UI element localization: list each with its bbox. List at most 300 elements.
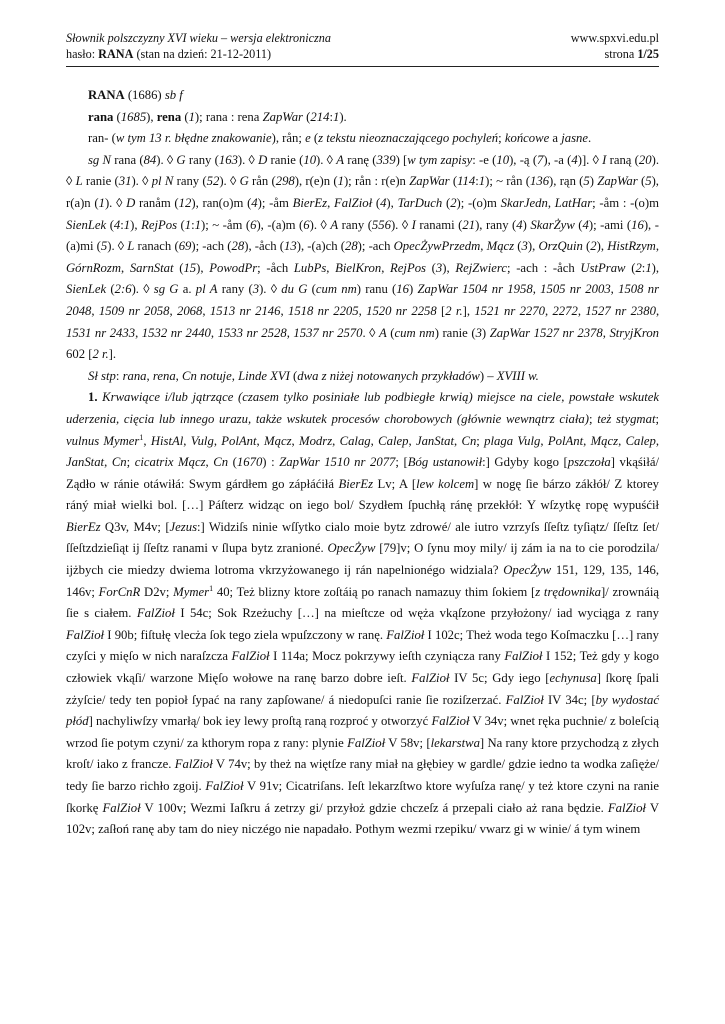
text-segment: ) ranie ( — [434, 325, 476, 340]
text-segment: końcowe — [504, 131, 550, 146]
text-segment: 2 r. — [445, 303, 463, 318]
text-segment: , — [602, 325, 610, 340]
text-segment: LatHar — [554, 195, 593, 210]
text-segment: HistAl — [150, 433, 184, 448]
text-segment: ( — [181, 109, 189, 124]
text-segment: 5 — [645, 174, 652, 189]
text-segment: 163 — [218, 152, 238, 167]
text-segment: ( — [303, 109, 311, 124]
text-segment: rany ( — [338, 217, 372, 232]
text-segment: lew kolcem — [416, 476, 475, 491]
text-segment: 1 — [184, 217, 192, 232]
text-segment: , — [540, 433, 548, 448]
text-segment: ), -åch ( — [244, 239, 285, 254]
text-segment: 1513 nr 2146 — [209, 303, 281, 318]
text-segment: , — [532, 282, 541, 297]
text-segment: D — [126, 195, 136, 210]
text-segment: , — [480, 239, 487, 254]
text-segment: 1670 — [236, 455, 263, 470]
text-segment: ); -ami ( — [588, 217, 632, 232]
text-segment: ); rana : rena — [194, 109, 263, 124]
text-segment: IV 5c; Gdy iego [ — [449, 671, 550, 686]
text-segment: , — [381, 260, 391, 275]
text-segment: I — [411, 217, 416, 232]
text-segment: 2 — [590, 239, 597, 254]
header-row-bottom — [66, 46, 659, 62]
text-segment: BierEz — [66, 519, 101, 534]
text-segment: ). ◊ — [390, 217, 412, 232]
text-segment: ); -(o)m — [456, 195, 501, 210]
entry-headword: RANA — [88, 88, 125, 102]
text-segment: ); -åm — [257, 195, 293, 210]
text-segment: ); -ach — [357, 239, 394, 254]
text-segment: , — [213, 433, 222, 448]
text-segment: ), rąn ( — [549, 174, 584, 189]
text-segment: pl N — [151, 174, 174, 189]
text-segment: ZapWar 1527 nr 2378 — [489, 325, 603, 340]
text-segment: 7 — [537, 152, 544, 167]
text-segment: . ◊ — [362, 325, 379, 340]
text-segment: : — [115, 368, 123, 383]
text-segment: 2 — [635, 260, 642, 275]
text-segment: by wydostać płód — [66, 692, 659, 729]
text-segment: z trędownika — [535, 584, 602, 599]
text-segment: ; — [498, 131, 505, 146]
text-segment: 1 — [209, 583, 214, 593]
text-segment: , — [291, 433, 299, 448]
text-segment: ). ◊ — [219, 174, 240, 189]
text-segment: ), — [386, 195, 398, 210]
text-segment: , — [547, 195, 555, 210]
text-segment: ) – — [479, 368, 497, 383]
text-segment: Linde XVI — [238, 368, 290, 383]
entry-orthography — [66, 128, 659, 150]
text-segment: FalZioł — [504, 649, 543, 664]
text-segment: I 54c; Sok Rzeżuchy […] na mieſtcze od węża vkąſzone przyłożony/ iad wyciąga z rany — [174, 606, 659, 621]
text-segment: 1518 nr 2205 — [287, 303, 359, 318]
text-segment: SienLek — [66, 217, 107, 232]
text-segment: rana — [122, 368, 147, 383]
text-segment: [79]v; O ſynu moy mily/ ij zám ia na to cie porodzila/ ijżbych cie miedzy dwiema lotroma vkrzyżowanego ij rán napelnionégo widziala? — [66, 541, 659, 578]
text-segment: IV 34c; [ — [543, 692, 596, 707]
text-segment: ), r(a)n ( — [66, 174, 659, 210]
text-segment: OpecŻywPrzedm — [393, 239, 481, 254]
text-segment: ; -åm : -(o)m — [592, 195, 659, 210]
text-segment: FalZioł — [174, 757, 213, 772]
text-segment: vulnus Mymer — [66, 433, 140, 448]
text-segment: rana ( — [111, 152, 144, 167]
text-segment: ZapWar — [409, 174, 450, 189]
text-segment: FalZioł — [386, 627, 425, 642]
text-segment: ) — [522, 217, 531, 232]
text-segment: PowodPr — [209, 260, 258, 275]
page-number-total: /25 — [643, 47, 659, 61]
text-segment: SarnStat — [129, 260, 174, 275]
text-segment: Calag — [339, 433, 371, 448]
text-segment: 1508 nr 2048 — [66, 282, 660, 318]
text-segment: ] nachyliwſzy vmarłą/ bok iey lewy proſtą raną rozproć y otworzyć — [88, 714, 432, 729]
text-segment: rany ( — [217, 282, 253, 297]
text-segment: 556 — [371, 217, 391, 232]
text-segment: 114 — [457, 174, 476, 189]
text-segment: ForCnR — [98, 584, 141, 599]
text-segment: 13 — [284, 239, 297, 254]
text-segment: ). ◊ — [309, 217, 331, 232]
text-segment: GórnRozm — [66, 260, 121, 275]
page-number — [604, 46, 659, 62]
text-segment: Vulg — [190, 433, 214, 448]
text-segment: Lv; A [ — [373, 476, 417, 491]
text-segment: ); ~ -åm ( — [200, 217, 251, 232]
site-url[interactable]: www.spxvi.edu.pl — [570, 31, 659, 45]
text-segment: [ — [403, 455, 408, 470]
text-segment: 3 — [252, 282, 260, 297]
text-segment: Krwawiące i/lub jątrzące (czasem tylko posiniałe lub podbiegłe krwią) miejsce na ciele, powstałe wskutek uderzenia, cięcia lub innego urazu, także wskutek procesów chorobowych (głównie wewnątrz ciała) — [66, 390, 660, 426]
text-segment: 4 — [380, 195, 387, 210]
text-segment: , — [327, 195, 335, 210]
text-segment: 1685 — [120, 109, 147, 124]
text-segment: sg N — [88, 152, 111, 167]
text-segment: ), -(a)mi ( — [66, 217, 659, 254]
text-segment: ranami ( — [415, 217, 463, 232]
text-segment: ( — [113, 109, 121, 124]
text-segment: ZapWar 1510 nr 2077 — [279, 455, 396, 470]
text-segment: Mącz — [590, 433, 619, 448]
text-segment: 339 — [376, 152, 396, 167]
text-segment: ( — [426, 260, 436, 275]
text-segment: ] vkąśiłá/ Ządło w ránie otáwiłá: Swym gárdłem go zápłáćiłá — [66, 455, 659, 491]
text-segment: , — [169, 303, 177, 318]
entry-grammar: sb f — [164, 88, 183, 102]
text-segment: ( — [372, 195, 381, 210]
text-segment: ( — [307, 282, 316, 297]
text-segment: 1. — [88, 390, 103, 405]
text-segment: BierEz — [338, 476, 374, 491]
text-segment: , — [202, 303, 210, 318]
text-segment: ( — [442, 195, 451, 210]
text-segment: :] Gdyby kogo [ — [482, 455, 568, 470]
text-segment: ranie ( — [82, 174, 119, 189]
text-segment: 1 — [98, 195, 105, 210]
text-segment: ZapWar — [262, 109, 303, 124]
text-segment: ( — [177, 217, 185, 232]
text-segment: I 114a; Mocz pokrzywy ieſth czyniącza rany — [269, 649, 505, 664]
text-segment: 10 — [303, 152, 317, 167]
text-segment: 69 — [178, 239, 192, 254]
text-segment: 16 — [396, 282, 409, 297]
text-segment: ), rany ( — [475, 217, 517, 232]
text-segment: ( — [310, 131, 319, 146]
text-segment: 1532 nr 2440 — [141, 325, 211, 340]
text-segment: Calep — [625, 433, 656, 448]
text-segment: 6 — [303, 217, 310, 232]
text-segment: 16 — [631, 217, 644, 232]
text-segment: 1 — [123, 217, 131, 232]
text-segment: Mącz — [264, 433, 292, 448]
text-segment: 5 — [583, 174, 590, 189]
text-segment: Q3v, M4v; [ — [100, 519, 170, 534]
text-segment: BielKron — [335, 260, 382, 275]
text-segment: rana — [88, 109, 114, 124]
text-segment: 1 — [645, 260, 652, 275]
dictionary-title-text: Słownik polszczyzny XVI wieku – wersja elektroniczna — [66, 31, 331, 45]
text-segment: a. — [178, 282, 196, 297]
text-segment: rån ( — [248, 174, 276, 189]
text-segment: Mymer — [173, 584, 210, 599]
text-segment: , — [655, 433, 660, 448]
text-segment: 1 — [139, 432, 144, 442]
text-segment: 3 — [521, 239, 528, 254]
entry-flexion — [66, 150, 659, 366]
text-segment: ) — [408, 282, 418, 297]
text-segment: ( — [625, 260, 636, 275]
text-segment: ). ◊ — [104, 195, 127, 210]
text-segment: 4 — [571, 152, 578, 167]
text-segment: A — [330, 217, 339, 232]
text-segment: FalZioł — [347, 735, 386, 750]
text-segment: Cn — [461, 433, 477, 448]
text-segment: FalZioł — [205, 779, 244, 793]
text-segment: ) — [589, 174, 598, 189]
text-segment: FalZioł — [231, 649, 270, 664]
text-segment: 1520 nr 2258 — [366, 303, 437, 318]
text-segment: I 90b; fiſtułę vlecża ſok tego ziela wpuſzczony w ranę. — [104, 627, 387, 642]
text-segment: FalZioł — [136, 606, 175, 621]
text-segment: Modrz — [299, 433, 333, 448]
text-segment: D2v; — [140, 584, 174, 599]
text-segment: 1 — [337, 174, 344, 189]
text-segment: , — [280, 303, 288, 318]
text-segment: ); -ach ( — [191, 239, 232, 254]
text-segment: Sł stp — [88, 368, 116, 383]
text-segment: , — [655, 303, 660, 318]
text-segment: ; — [395, 455, 404, 470]
text-segment: ] w nogę ſie bárzo zákłół/ Z ktorey ráný miał wielki bol. […] Páſterz widząc on iego bol/ Szydłem ſpuchłą ránę przekłół: Y wſzytkę ropę wypuśćił — [66, 476, 659, 513]
text-segment: ranie ( — [267, 152, 304, 167]
entry-info-headword: RANA — [98, 47, 134, 61]
text-segment: OrzQuin — [538, 239, 583, 254]
entry-headword-count — [128, 88, 162, 102]
text-segment: PolAnt — [547, 433, 584, 448]
text-segment: Mącz — [486, 239, 515, 254]
text-segment: V 58v; [ — [385, 735, 431, 750]
text-segment: ), — [146, 109, 157, 124]
text-segment: , — [104, 455, 112, 470]
text-segment: FalZioł — [66, 627, 105, 642]
dictionary-title — [66, 30, 331, 46]
text-segment: 4 — [113, 217, 121, 232]
text-segment: , — [655, 239, 659, 254]
text-segment: ( — [582, 239, 591, 254]
text-segment: , — [618, 433, 626, 448]
text-segment: 21 — [462, 217, 476, 232]
text-segment: G — [176, 152, 186, 167]
page-header — [66, 30, 659, 62]
text-segment: ( — [106, 282, 115, 297]
text-segment: ); ~ rån ( — [485, 174, 530, 189]
text-segment: FalZioł — [334, 195, 373, 210]
text-segment: LubPs — [293, 260, 327, 275]
text-segment: ; — [588, 411, 598, 426]
text-segment: ), -(a)m ( — [256, 217, 304, 232]
page-number-prefix: strona — [604, 47, 638, 61]
text-segment: Bóg ustanowił — [407, 455, 483, 470]
text-segment: lekarstwa — [430, 735, 480, 750]
text-segment: V 102v; zaſłoń ranę aby tam do niey niczégo nie napadało. Pothym wezmi rzepiku/ vwarz gi w winie/ á tym winem — [66, 800, 659, 837]
text-segment: ]/ zrownáią ſie s ciałem. — [66, 584, 660, 621]
text-segment: , — [332, 433, 340, 448]
text-segment: 84 — [143, 152, 157, 167]
text-segment: FalZioł — [431, 714, 470, 729]
text-segment: ) ranu ( — [356, 282, 397, 297]
text-segment: pszczoła — [567, 455, 611, 470]
text-segment: 15 — [183, 260, 197, 275]
text-segment: ). ◊ — [259, 282, 282, 297]
text-segment: 4 — [516, 217, 523, 232]
text-segment: A — [378, 325, 387, 340]
text-segment: 2 r. — [92, 347, 109, 362]
headword-count-text: (1686) — [127, 88, 162, 102]
text-segment: Calep — [378, 433, 409, 448]
text-segment: ), ran(o)m ( — [191, 195, 252, 210]
text-segment: OpecŻyw — [327, 541, 376, 556]
text-segment: TarDuch — [397, 195, 443, 210]
text-segment: , — [370, 433, 379, 448]
text-segment: ( — [228, 455, 237, 470]
text-segment: 1 — [188, 109, 195, 124]
text-segment: , — [358, 303, 367, 318]
text-segment: ZapWar — [597, 174, 638, 189]
text-segment: ), — [130, 217, 142, 232]
entry-sense-1 — [66, 387, 659, 840]
text-segment: ranåm ( — [135, 195, 179, 210]
text-segment: ). ◊ — [237, 152, 259, 167]
text-segment: 20 — [638, 152, 652, 167]
entry-info-prefix: hasło: — [66, 47, 99, 61]
text-segment: : -e ( — [472, 152, 497, 167]
text-segment: FalZioł — [102, 800, 141, 815]
text-segment: 12 — [178, 195, 192, 210]
text-segment: cum nm — [315, 282, 357, 297]
text-segment: jasne — [561, 131, 589, 146]
text-segment: ). ◊ — [131, 282, 154, 297]
text-segment: plaga Vulg — [484, 433, 541, 448]
text-segment: HistRzym — [607, 239, 656, 254]
text-segment: ( — [449, 174, 458, 189]
text-segment: FalZioł — [607, 800, 646, 815]
text-segment: ; -ach : -åch — [507, 260, 581, 275]
text-segment: ), -(a)ch ( — [296, 239, 345, 254]
text-segment: 1 — [332, 109, 340, 124]
text-segment: 28 — [344, 239, 358, 254]
text-segment: rena — [156, 109, 182, 124]
header-divider — [66, 66, 659, 67]
text-segment: ). ◊ — [131, 174, 152, 189]
text-segment: ranę ( — [343, 152, 377, 167]
text-segment: : — [329, 109, 333, 124]
text-segment: raną ( — [606, 152, 639, 167]
text-segment: RejZwierc — [455, 260, 508, 275]
text-segment: StryjKron — [609, 325, 660, 340]
entry-old-dictionary — [66, 366, 659, 388]
text-segment: , — [91, 303, 99, 318]
text-segment: Jezus — [169, 519, 198, 534]
text-segment: pl A — [195, 282, 218, 297]
text-segment: rany ( — [173, 174, 207, 189]
text-segment: 2 — [450, 195, 457, 210]
text-segment: ], — [462, 303, 475, 318]
text-segment: 1533 nr 2528 — [217, 325, 287, 340]
text-segment: e — [305, 131, 311, 146]
text-segment: ); rån : r(e)n — [343, 174, 410, 189]
text-segment: 5 — [100, 239, 108, 254]
text-segment: XVIII w. — [496, 368, 539, 383]
text-segment: ran- ( — [88, 131, 116, 146]
text-segment: sg G — [153, 282, 179, 297]
text-segment: OpecŻyw — [503, 563, 552, 578]
text-segment: G — [239, 174, 249, 189]
text-segment: JanStat — [415, 433, 454, 448]
text-segment: , — [583, 433, 591, 448]
text-segment: [ — [436, 303, 446, 318]
text-segment: Cn — [213, 455, 229, 470]
text-segment: 298 — [275, 174, 295, 189]
text-segment: ). ◊ — [107, 239, 128, 254]
text-segment: 28 — [231, 239, 245, 254]
text-segment: ), rån; — [271, 131, 306, 146]
text-segment: A — [336, 152, 344, 167]
text-segment: SkarJedn — [500, 195, 548, 210]
text-segment: , — [231, 368, 239, 383]
text-segment: ; -åch — [257, 260, 294, 275]
text-segment: w tym zapisy — [407, 152, 473, 167]
text-segment: FalZioł — [505, 692, 544, 707]
text-segment: 1505 nr 2003 — [540, 282, 611, 297]
text-segment: 3 — [435, 260, 443, 275]
text-segment: Cn — [111, 455, 127, 470]
text-segment: 1509 nr 2058 — [98, 303, 170, 318]
text-segment: RejPos — [141, 217, 178, 232]
text-segment: ), r(e)n ( — [294, 174, 338, 189]
text-segment: 6 — [250, 217, 257, 232]
text-segment: ), — [442, 260, 456, 275]
text-segment: FalZioł — [411, 671, 450, 686]
text-segment: , — [143, 433, 151, 448]
text-segment: ( — [514, 239, 522, 254]
text-segment: L — [75, 174, 83, 189]
text-segment: , — [205, 455, 214, 470]
text-segment: , — [610, 282, 619, 297]
text-segment: , — [175, 368, 183, 383]
text-segment: ; — [126, 455, 135, 470]
text-segment: ZapWar 1504 nr 1958 — [417, 282, 533, 297]
text-segment: ]. — [108, 347, 117, 362]
text-segment: ). — [339, 109, 347, 124]
text-segment: du G — [281, 282, 308, 297]
text-segment: , — [256, 433, 265, 448]
text-segment: : — [641, 260, 646, 275]
text-segment: 10 — [496, 152, 510, 167]
text-segment: : — [475, 174, 479, 189]
text-segment: 31 — [118, 174, 132, 189]
text-segment: , — [210, 325, 218, 340]
text-segment: , — [135, 325, 142, 340]
page-number-current: 1 — [637, 47, 644, 61]
text-segment: ; — [476, 433, 485, 448]
text-segment: 3 — [475, 325, 482, 340]
text-segment: 1521 nr 2270 — [474, 303, 545, 318]
text-segment: , — [408, 433, 416, 448]
